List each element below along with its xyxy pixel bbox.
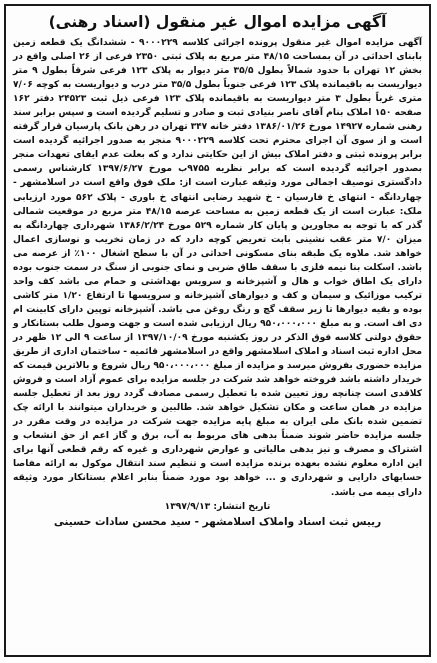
notice-title: آگهی مزایده اموال غیر منقول (اسناد رهنی) [48, 13, 387, 31]
signature: رییس ثبت اسناد واملاک اسلامشهر - سید محسن سادات حسینی [53, 515, 382, 528]
publication-date: تاریخ انتشار: ۱۳۹۷/۹/۱۳ [164, 501, 271, 512]
notice-body: آگهی مزایده اموال غیر منقول پرونده اجرائی کلاسه ۹۰۰۰۲۲۹ - ششدانگ یک قطعه زمین بابنای احداثی در آن بمساحت ۴۸/۱۵ متر مربع به پلاک ثبتی ۲۳۵۰ فرعی از ۲۶ اصلی واقع در بخش ۱۲ تهران با حدود شمالاً بطول ۳۵/۵ متر دیوار به پلاک ۱۲۳ فرعی شرقاً بطول ۹ متر دیواریست به باقیمانده پلاک ۱۲۳ فرعی جنوباً بطول ۳۵/۵ متر درب و دیواریست به کوچه ۷/۰۶ متری غرباً بطول ۳ متر دیواریست به باقیمانده پلاک ۱۲۳ فرعی ذیل ثبت ۲۴۵۲۳ دفتر ۱۶۲ صفحه ۱۵۰ املاک بنام آقای ناصر بنیادی ثبت و صادر و تسلیم گردیده است و سپس برابر سند رهنی شماره ۱۴۹۲۷ مورخ ۱۳۸۶/۰۱/۲۶ دفتر خانه ۳۴۷ تهران در رهن بانک پارسیان قرار گرفته است و از سوی آن اجرای محترم تحت کلاسه ۹۰۰۰۲۲۹ منجر به صدور اجرائیه گردیده است برابر پرونده ثبتی و دفتر املاک بیش از این حکایتی ندارد و که بعلت عدم ایفای تعهدات منجر بصدور اجرائیه گردیده است که برابر نظریه ۹۷۵۵ب مورخ ۱۳۹۷/۶/۲۷ کارشناس رسمی دادگستری توصیف اجمالی مورد وثیقه عبارت است از: ملک فوق واقع است در اسلامشهر - چهاردانگه - انتهای خ فارسیان - خ شهید رضایی انتهای خ باوری - پلاک ۵۶۲ مورد ارزیابی ملک: عبارت است از یک قطعه زمین به مساحت عرصه ۴۸/۱۵ متر مربع در موقعیت شمالی گذر که با توجه به مجاورین و پایان کار شماره ۵۲۹ مورخ ۱۳۸۶/۲/۲۴ شهرداری چهاردانگه به میزان ۷/۰ متر عقب نشینی بابت تعریض کوچه دارد که در زمان تخریب و نوسازی اعمال خواهد شد. ملاوه یک طبقه بنای مسکونی احداثی در آن با سطح اشغال ۱۰۰٪ از عرصه می باشد. اسکلت بنا نیمه فلزی با سقف طاق ضربی و نمای جنوبی از سنگ در سمت جنوب بوده دارای یک اطاق خواب و هال و آشپزخانه و سرویس بهداشتی و حمام می باشد کف واحد ترکیب موزائیک و سیمان و کف و دیوارهای آشپزخانه و سرویسها تا ارتفاع ۱/۲۰ متر کاشی بوده و بقیه دیوارها تا زیر سقف گچ و رنگ روغن می باشد. آشپزخانه توپین دارای کابینت ام دی اف است. و به مبلغ ۹۵۰،۰۰۰،۰۰۰ ریال ارزیابی شده است و جهت وصول طلب بستانکار و حقوق دولتی کلاسه فوق الذکر در روز یکشنبه مورخ ۱۳۹۷/۱۰/۰۹ از ساعت ۹ الی ۱۲ ظهر در محل اداره ثبت اسناد و املاک اسلامشهر واقع در اسلامشهر قائمیه - ساختمان اداری از طریق مزایده حضوری بفروش میرسد و مزایده از مبلغ ۹۵۰،۰۰۰،۰۰۰ ریال شروع و بالاترین قیمت که خریدار داشته باشد فروخته خواهد شد شرکت در جلسه مزایده برای عموم آزاد است و فروش کلاقدی است چنانچه روز تعیین شده با تعطیل رسمی مصادف گردد روز بعد از تعطیل جلسه مزایده در همان ساعت و مکان تشکیل خواهد شد. طالبین و خریداران میتوانند با ارائه چک تضمین شده بانک ملی ایران به مبلغ پایه مزایده جهت شرکت در مزایده در وقت مقرر در جلسه مزایده حاضر شوند ضمناً بدهی های مربوط به آب، برق و گاز اعم از حق انشعاب و اشتراک و مصرف و نیز بدهی مالیاتی و عوارض شهرداری و غیره که رقم قطعی آنها برای این اداره معلوم نشده بعهده برنده مزایده است و تنظیم سند انتقال موکول به ارائه مفاصا حسابهای دارایی و شهرداری و ... خواهد بود مورد ضمناً بنابر اعلام بستانکار مورد وثیقه دارای بیمه می باشد. [13, 38, 423, 498]
auction-notice [4, 4, 431, 657]
